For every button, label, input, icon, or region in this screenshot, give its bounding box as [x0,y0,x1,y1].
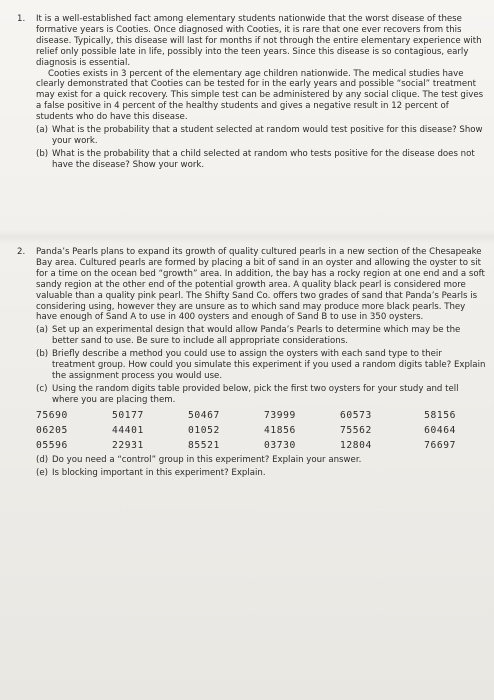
paper-fold-shadow [0,230,494,244]
part-text: Using the random digits table provided below, pick the first two oysters for your study and tell where you are placing them. [52,383,459,405]
part-text: Briefly describe a method you could use to assign the oysters with each sand type to their treatment group. How could you simulate this experiment if you used a random digits table? Explain the assignment process you would use. [52,349,486,381]
part-text: Do you need a “control” group in this experiment? Explain your answer. [52,454,362,465]
digits-row [36,438,487,453]
question-part-e [36,468,487,479]
random-digits-table [36,408,487,453]
part-label: (e) [36,467,48,478]
part-label: (a) [36,325,48,336]
digit-group: 05596 [36,439,68,451]
digit-group: 44401 [112,424,144,436]
problem-paragraph: It is a well-established fact among elementary students nationwide that the worst disease of these formative years is Cooties. Once diagnosed with Cooties, it is rare that one ever recovers from this disease. Typically, this disease will last for months if not through the entire elementary experience with relief only possible late in life, possibly into the teen years. Since this disease is so contagious, early diagnosis is essential. [36,14,482,68]
problem-2 [17,247,487,479]
digit-group: 76697 [424,439,456,451]
problem-number: 2. [17,247,26,257]
digit-group: 75690 [36,409,68,421]
part-label: (b) [36,148,49,159]
part-text: What is the probability that a child selected at random who tests positive for the disease does not have the disease? Show your work. [52,148,475,170]
problem-1 [17,14,487,171]
question-part-b [36,149,487,171]
digit-group: 60573 [340,409,372,421]
digit-group: 01052 [188,424,220,436]
digit-group: 12804 [340,439,372,451]
part-label: (d) [36,454,49,465]
digit-group: 60464 [424,424,456,436]
part-text: Is blocking important in this experiment? Explain. [52,467,266,478]
digit-group: 75562 [340,424,372,436]
question-part-a [36,325,487,347]
problem-paragraph: Cooties exists in 3 percent of the elementary age children nationwide. The medical studies have clearly demonstrated that Cooties can be tested for in the early years and possible “social” treatment may exist for a quick recovery. This simple test can be administered by any social clique. The test gives a false positive in 4 percent of the healthy students and gives a negative result in 12 percent of students who do have this disease. [36,68,484,123]
problem-number: 1. [17,14,26,24]
digit-group: 03730 [264,439,296,451]
digit-group: 50177 [112,409,144,421]
digit-group: 06205 [36,424,68,436]
digit-group: 22931 [112,439,144,451]
question-part-b [36,349,487,382]
part-label: (a) [36,125,48,136]
digits-row [36,408,487,423]
question-part-d [36,455,487,466]
digit-group: 50467 [188,409,220,421]
digit-group: 58156 [424,409,456,421]
digit-group: 41856 [264,424,296,436]
part-text: Set up an experimental design that would allow Panda’s Pearls to determine which may be the better sand to use. Be sure to include all appropriate considerations. [52,325,461,347]
problem-paragraph: Panda’s Pearls plans to expand its growth of quality cultured pearls in a new section of the Chesapeake Bay area. Cultured pearls are formed by placing a bit of sand in an oyster and allowing the oyster to sit for a time on the ocean bed “growth” area. In addition, the bay has a rocky region at one end and a soft sandy region at the other end of the potential growth area. A quality black pearl is considered more valuable than a quality pink pearl. The Shifty Sand Co. offers two grades of sand that Panda’s Pearls is considering using, however they are unsure as to which sand may produce more black pearls. They have enough of Sand A to use in 400 oysters and enough of Sand B to use in 350 oysters. [36,247,485,323]
part-label: (b) [36,349,49,360]
digits-row [36,423,487,438]
part-label: (c) [36,383,48,394]
question-part-c [36,384,487,406]
digit-group: 85521 [188,439,220,451]
digit-group: 73999 [264,409,296,421]
part-text: What is the probability that a student selected at random would test positive for this disease? Show your work. [52,125,483,146]
question-part-a [36,125,487,147]
